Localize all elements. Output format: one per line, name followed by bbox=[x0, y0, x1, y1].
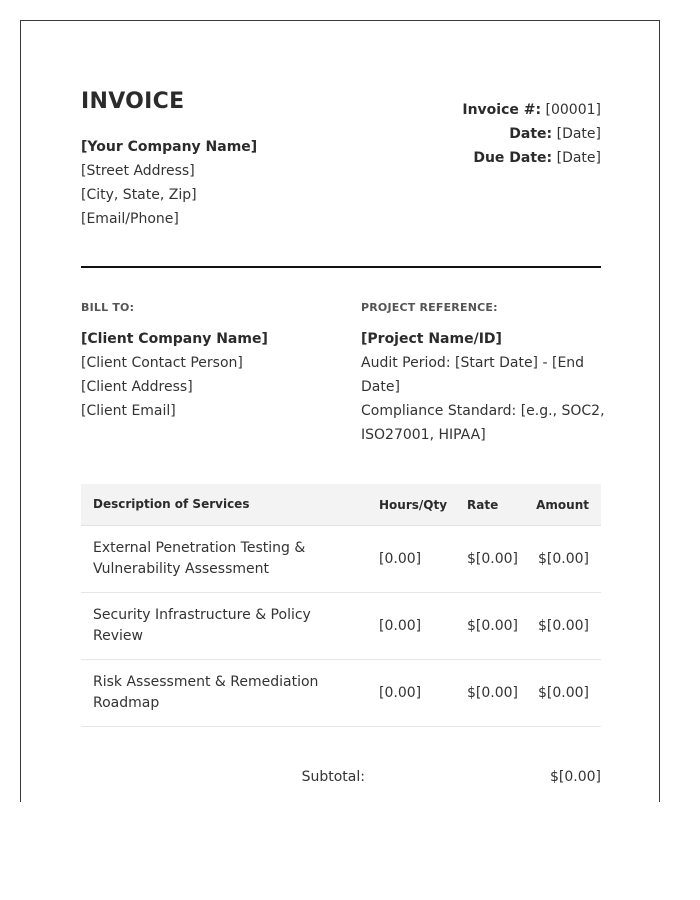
service-rate: $[0.00] bbox=[467, 685, 519, 701]
company-name: [Your Company Name] bbox=[81, 139, 258, 155]
compliance-standard: Compliance Standard: [e.g., SOC2, ISO27001, HIPAA] bbox=[361, 403, 605, 443]
project-reference-label: PROJECT REFERENCE: bbox=[361, 301, 498, 314]
invoice-header bbox=[81, 88, 601, 266]
totals-section bbox=[81, 766, 601, 788]
table-row bbox=[81, 593, 601, 660]
invoice-date-value: [Date] bbox=[556, 126, 601, 142]
project-reference-block bbox=[361, 301, 606, 447]
service-qty: [0.00] bbox=[379, 618, 422, 634]
column-header-description: Description of Services bbox=[93, 497, 250, 511]
column-header-rate: Rate bbox=[467, 497, 499, 512]
invoice-number-label: Invoice #: bbox=[462, 102, 542, 118]
company-street: [Street Address] bbox=[81, 163, 195, 179]
due-date-line bbox=[462, 146, 601, 170]
table-row bbox=[81, 526, 601, 593]
invoice-number-line bbox=[462, 98, 601, 122]
table-header-row bbox=[81, 484, 601, 526]
audit-period: Audit Period: [Start Date] - [End Date] bbox=[361, 355, 585, 395]
due-date-label: Due Date: bbox=[473, 150, 553, 166]
subtotal-label: Subtotal: bbox=[301, 769, 365, 785]
service-qty: [0.00] bbox=[379, 551, 422, 567]
invoice-meta bbox=[462, 98, 601, 170]
service-amount: $[0.00] bbox=[537, 685, 589, 701]
service-qty: [0.00] bbox=[379, 685, 422, 701]
client-company-name: [Client Company Name] bbox=[81, 331, 268, 347]
column-header-amount: Amount bbox=[536, 497, 589, 512]
bill-to-label: BILL TO: bbox=[81, 301, 135, 314]
service-amount: $[0.00] bbox=[537, 551, 589, 567]
company-info bbox=[81, 135, 257, 231]
invoice-date-label: Date: bbox=[509, 126, 553, 142]
invoice-number-value: [00001] bbox=[545, 102, 601, 118]
service-amount: $[0.00] bbox=[537, 618, 589, 634]
company-contact: [Email/Phone] bbox=[81, 211, 179, 227]
service-rate: $[0.00] bbox=[467, 551, 519, 567]
invoice-date-line bbox=[462, 122, 601, 146]
service-description: Security Infrastructure & Policy Review bbox=[93, 607, 311, 644]
service-description: External Penetration Testing & Vulnerability Assessment bbox=[93, 540, 306, 577]
client-address: [Client Address] bbox=[81, 379, 193, 395]
services-table bbox=[81, 484, 601, 727]
client-email: [Client Email] bbox=[81, 403, 176, 419]
table-row bbox=[81, 660, 601, 727]
service-description: Risk Assessment & Remediation Roadmap bbox=[93, 674, 319, 711]
project-name: [Project Name/ID] bbox=[361, 331, 502, 347]
company-city: [City, State, Zip] bbox=[81, 187, 197, 203]
column-header-qty: Hours/Qty bbox=[379, 497, 448, 512]
header-divider bbox=[81, 266, 601, 268]
due-date-value: [Date] bbox=[556, 150, 601, 166]
invoice-content bbox=[81, 88, 605, 785]
invoice-page bbox=[20, 20, 660, 802]
subtotal-value: $[0.00] bbox=[549, 769, 601, 785]
bill-to-block bbox=[81, 301, 341, 423]
invoice-title: INVOICE bbox=[81, 89, 185, 114]
client-contact-person: [Client Contact Person] bbox=[81, 355, 243, 371]
service-rate: $[0.00] bbox=[467, 618, 519, 634]
